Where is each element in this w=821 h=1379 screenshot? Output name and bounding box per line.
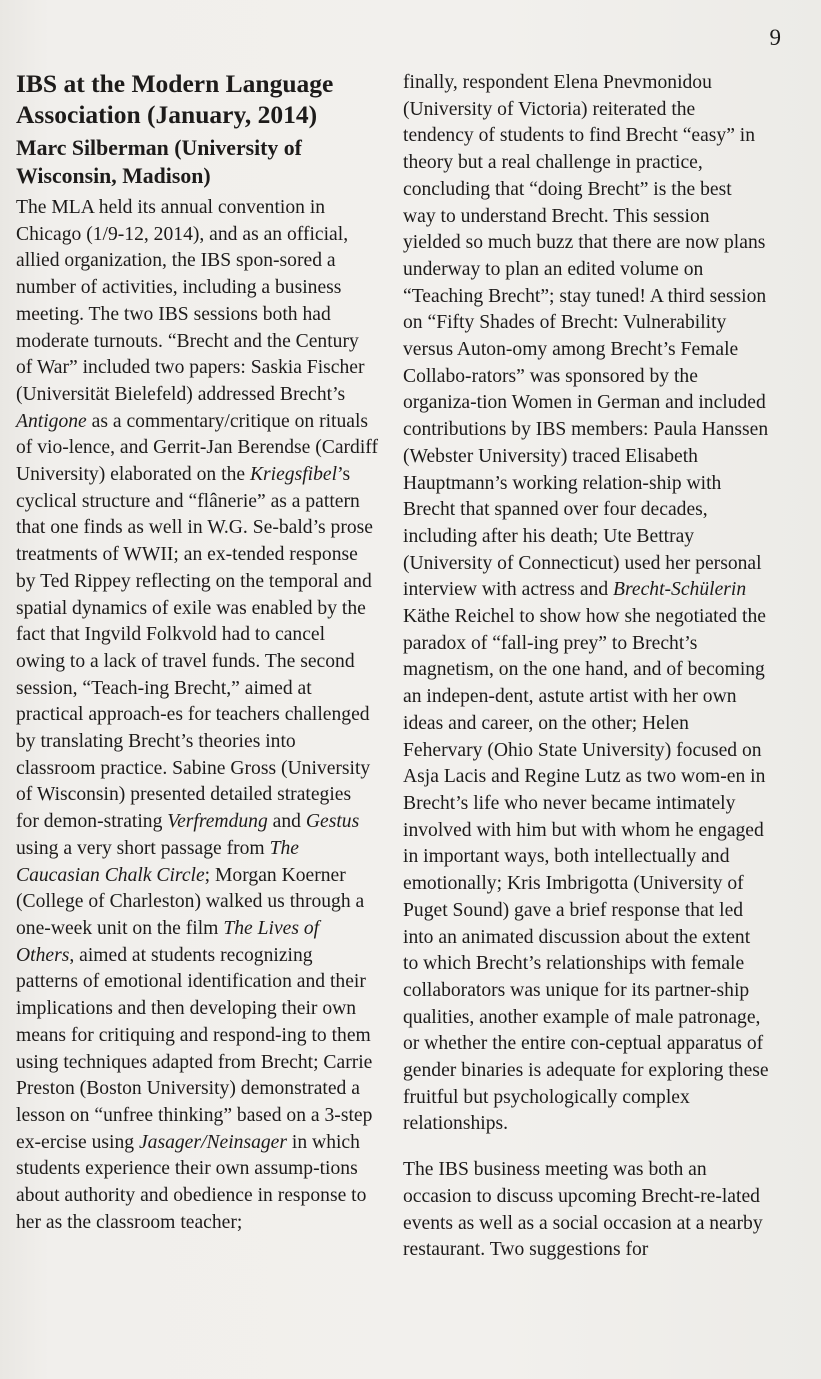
paragraph-1-continued: finally, respondent Elena Pnevmonidou (University of Victoria) reiterated the tendency of students to find Brecht “easy” in theory but a real challenge in practice, concluding that “doing Brecht” is the best way to understand Brecht. This session yielded so much buzz that there are now plans underway to plan an edited volume on “Teaching Brecht”; stay tuned! A third session on “Fifty Shades of Brecht: Vulnerability versus Auton-omy among Brecht’s Female Collabo-rators” was sponsored by the organiza-tion Women in German and included contributions by IBS members: Paula Hanssen (Webster University) traced Elisabeth Hauptmann’s working relation-ship with Brecht that spanned over four decades, including after his death; Ute Bettray (University of Connecticut) used her personal interview with actress and Brecht-Schülerin Käthe Reichel to show how she negotiated the paradox of “fall-ing prey” to Brecht’s magnetism, on the one hand, and of becoming an indepen-dent, astute artist with her own ideas and career, on the other; Helen Fehervary (Ohio State University) focused on Asja Lacis and Regine Lutz as two wom-en in Brecht’s life who never became intimately involved with him but with whom he engaged in important ways, both intellectually and emotionally; Kris Imbrigotta (University of Puget Sound) gave a brief response that led into an animated discussion about the extent to which Brecht’s relationships with female collaborators was unique for its partner-ship qualities, another example of male patronage, or whether the entire con-ceptual apparatus of gender binaries is adequate for exploring these fruitful but psychologically complex relationships. [403,72,769,1135]
article-title: IBS at the Modern Language Association (January, 2014) [16,69,334,129]
paragraph-1: The MLA held its annual convention in Chicago (1/9-12, 2014), and as an official, allied organization, the IBS spon-sored a number of activities, including a business meeting. The two IBS sessions both had moderate turnouts. “Brecht and the Century of War” included two papers: Saskia Fischer (Universität Bielefeld) addressed Brecht’s Antigone as a commentary/critique on rituals of vio-lence, and Gerrit-Jan Berendse (Cardiff University) elaborated on the Kriegsfibel’s cyclical structure and “flânerie” as a pattern that one finds as well in W.G. Se-bald’s prose treatments of WWII; an ex-tended response by Ted Rippey reflecting on the temporal and spatial dynamics of exile was enabled by the fact that Ingvild Folkvold had to cancel owing to a lack of travel funds. The second session, “Teach-ing Brecht,” aimed at practical approach-es for teachers challenged by translating Brecht’s theories into classroom practice. Sabine Gross (University of Wisconsin) presented detailed strategies for demon-strating Verfremdung and Gestus using a very short passage from The Caucasian Chalk Circle; Morgan Koerner (College of Charleston) walked us through a one-week unit on the film The Lives of Others, aimed at students recognizing patterns of emotional identification and their implications and then developing their own means for critiquing and respond-ing to them using techniques adapted from Brecht; Carrie Preston (Boston University) demonstrated a lesson on “unfree thinking” based on a 3-step ex-ercise using Jasager/Neinsager in which students experience their own assump-tions about authority and obedience in response to her as the classroom teacher; [16,197,378,1233]
left-column [16,68,378,1236]
article-author: Marc Silberman (University of Wisconsin, Madison) [16,136,302,188]
paragraph-2: The IBS business meeting was both an occasion to discuss upcoming Brecht-re-lated events as well as a social occasion at a nearby restaurant. Two suggestions for [403,1159,763,1261]
page-number: 9 [769,25,781,50]
right-column [403,70,769,1264]
